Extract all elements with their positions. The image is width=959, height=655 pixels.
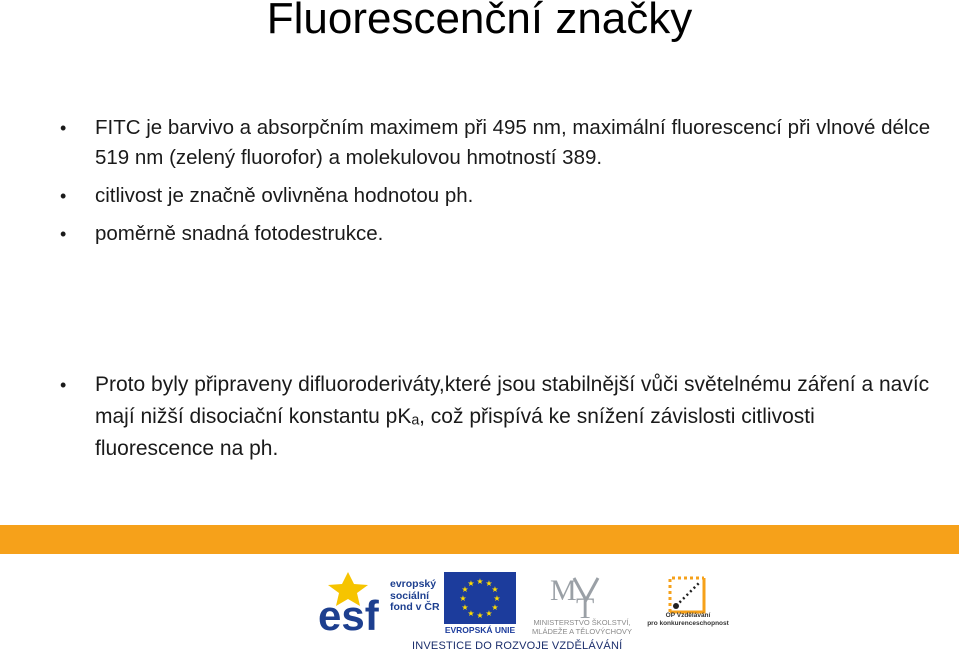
esf-text-line: sociální bbox=[390, 589, 430, 602]
esf-logo-text bbox=[390, 579, 440, 614]
svg-text:★: ★ bbox=[493, 594, 501, 603]
svg-text:★: ★ bbox=[467, 579, 475, 588]
msmt-logo-icon bbox=[546, 570, 616, 622]
bullet-list-main bbox=[56, 113, 936, 257]
footer-accent-bar bbox=[0, 525, 959, 554]
svg-text:★: ★ bbox=[491, 603, 499, 612]
bullet-text: poměrně snadná fotodestrukce. bbox=[95, 222, 384, 245]
bullet-item bbox=[56, 181, 936, 211]
bullet-dot: • bbox=[60, 375, 67, 395]
eu-caption: EVROPSKÁ UNIE bbox=[444, 625, 516, 635]
bullet-text: FITC je barvivo a absorpčním maximem při 495 nm, maximální fluorescencí při vlnové délce 519 nm (zelený fluorofor) a molekulovou hmotností 389. bbox=[95, 116, 931, 169]
svg-text:★: ★ bbox=[459, 594, 467, 603]
esf-text-line: fond v ČR bbox=[390, 601, 440, 613]
svg-text:★: ★ bbox=[476, 577, 484, 586]
svg-text:★: ★ bbox=[491, 585, 499, 594]
msmt-caption bbox=[520, 618, 644, 636]
bullet-dot: • bbox=[60, 224, 67, 244]
bullet-text: Proto byly připraveny difluoroderiváty,které jsou stabilnější vůči světelnému záření a navíc mají nižší disociační konstantu pKₐ, což přispívá ke snížení závislosti citlivosti fluorescence na ph. bbox=[95, 373, 930, 460]
svg-text:★: ★ bbox=[467, 609, 475, 618]
footer-tagline: INVESTICE DO ROZVOJE VZDĚLÁVÁNÍ bbox=[412, 640, 623, 652]
msmt-caption-line: MLÁDEŽE A TĚLOVÝCHOVY bbox=[532, 627, 632, 636]
svg-text:esf: esf bbox=[318, 592, 379, 634]
bullet-dot: • bbox=[60, 118, 67, 138]
footer-logos bbox=[0, 554, 959, 655]
bullet-item bbox=[56, 113, 936, 173]
svg-text:★: ★ bbox=[461, 585, 469, 594]
svg-text:M: M bbox=[550, 574, 577, 607]
esf-text-line: evropský bbox=[390, 578, 437, 590]
msmt-caption-line: MINISTERSTVO ŠKOLSTVÍ, bbox=[533, 618, 631, 627]
bullet-list-secondary bbox=[56, 369, 936, 473]
svg-text:★: ★ bbox=[485, 579, 493, 588]
svg-text:T: T bbox=[576, 592, 595, 622]
svg-text:★: ★ bbox=[485, 609, 493, 618]
svg-text:★: ★ bbox=[461, 603, 469, 612]
op-caption-line: OP Vzdělávání bbox=[665, 612, 711, 619]
op-caption bbox=[646, 612, 730, 628]
bullet-item bbox=[56, 219, 936, 249]
bullet-text: citlivost je značně ovlivněna hodnotou ph. bbox=[95, 184, 474, 207]
slide-title: Fluorescenční značky bbox=[266, 0, 693, 43]
svg-text:★: ★ bbox=[476, 611, 484, 620]
bullet-dot: • bbox=[60, 186, 67, 206]
bullet-item bbox=[56, 369, 936, 465]
op-caption-line: pro konkurenceschopnost bbox=[647, 620, 729, 627]
eu-flag-icon bbox=[444, 572, 516, 624]
